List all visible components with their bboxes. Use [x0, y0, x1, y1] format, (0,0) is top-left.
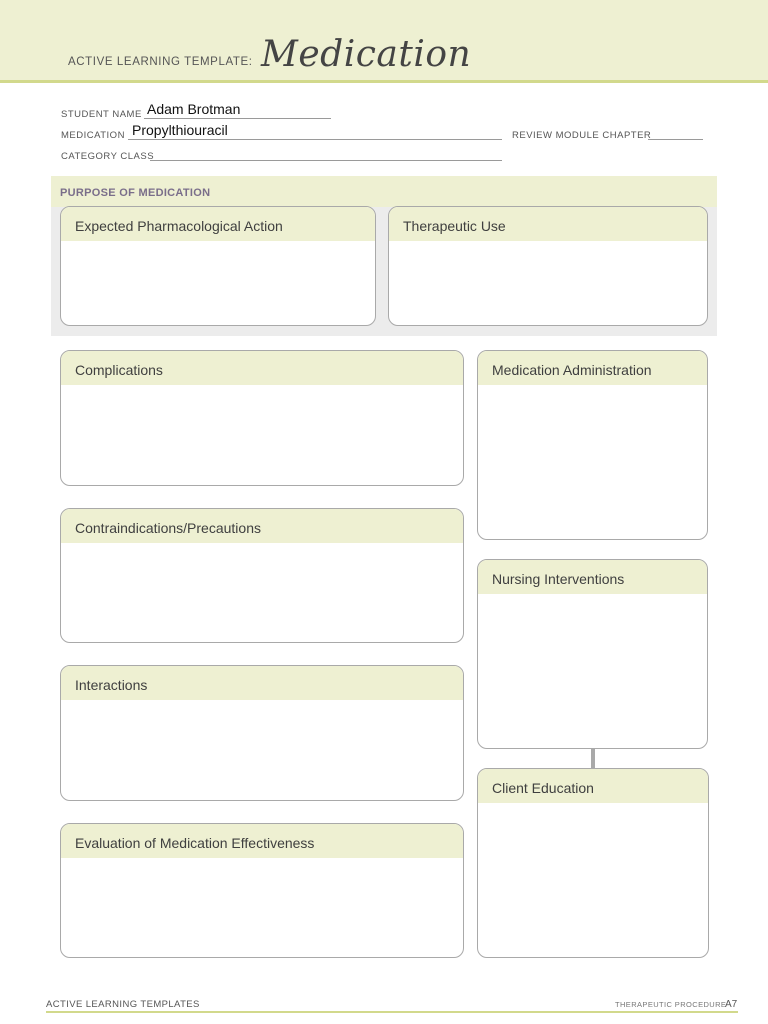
category-class-label: CATEGORY CLASS [61, 151, 155, 162]
connector-line [591, 748, 595, 768]
box-title: Therapeutic Use [403, 218, 506, 234]
contraindications-box[interactable] [60, 508, 464, 643]
client-education-box[interactable] [477, 768, 709, 958]
review-module-line[interactable] [648, 139, 703, 140]
expected-action-box[interactable] [60, 206, 376, 326]
page-title: Medication [261, 34, 472, 75]
header-rule [0, 80, 768, 83]
medication-line[interactable] [128, 139, 502, 140]
box-title: Contraindications/Precautions [75, 520, 261, 536]
nursing-interventions-box[interactable] [477, 559, 708, 749]
student-name-value[interactable]: Adam Brotman [147, 101, 241, 117]
box-title: Evaluation of Medication Effectiveness [75, 835, 315, 851]
footer-left-label: ACTIVE LEARNING TEMPLATES [46, 999, 200, 1010]
page-number: A7 [725, 999, 738, 1010]
footer-rule [46, 1011, 738, 1013]
footer-right-label: THERAPEUTIC PROCEDURE [615, 1000, 727, 1009]
template-label: ACTIVE LEARNING TEMPLATE: [68, 56, 253, 68]
box-title: Interactions [75, 677, 148, 693]
evaluation-box[interactable] [60, 823, 464, 958]
box-title: Nursing Interventions [492, 571, 625, 587]
medication-label: MEDICATION [61, 130, 125, 141]
purpose-title: PURPOSE OF MEDICATION [60, 187, 211, 199]
therapeutic-use-box[interactable] [388, 206, 708, 326]
student-name-line[interactable] [144, 118, 331, 119]
box-title: Client Education [492, 780, 594, 796]
medication-value[interactable]: Propylthiouracil [132, 122, 228, 138]
medication-administration-box[interactable] [477, 350, 708, 540]
box-title: Complications [75, 362, 163, 378]
box-title: Medication Administration [492, 362, 652, 378]
complications-box[interactable] [60, 350, 464, 486]
box-title: Expected Pharmacological Action [75, 218, 283, 234]
review-module-label: REVIEW MODULE CHAPTER [512, 130, 652, 141]
interactions-box[interactable] [60, 665, 464, 801]
student-name-label: STUDENT NAME [61, 109, 142, 120]
category-class-line[interactable] [150, 160, 502, 161]
